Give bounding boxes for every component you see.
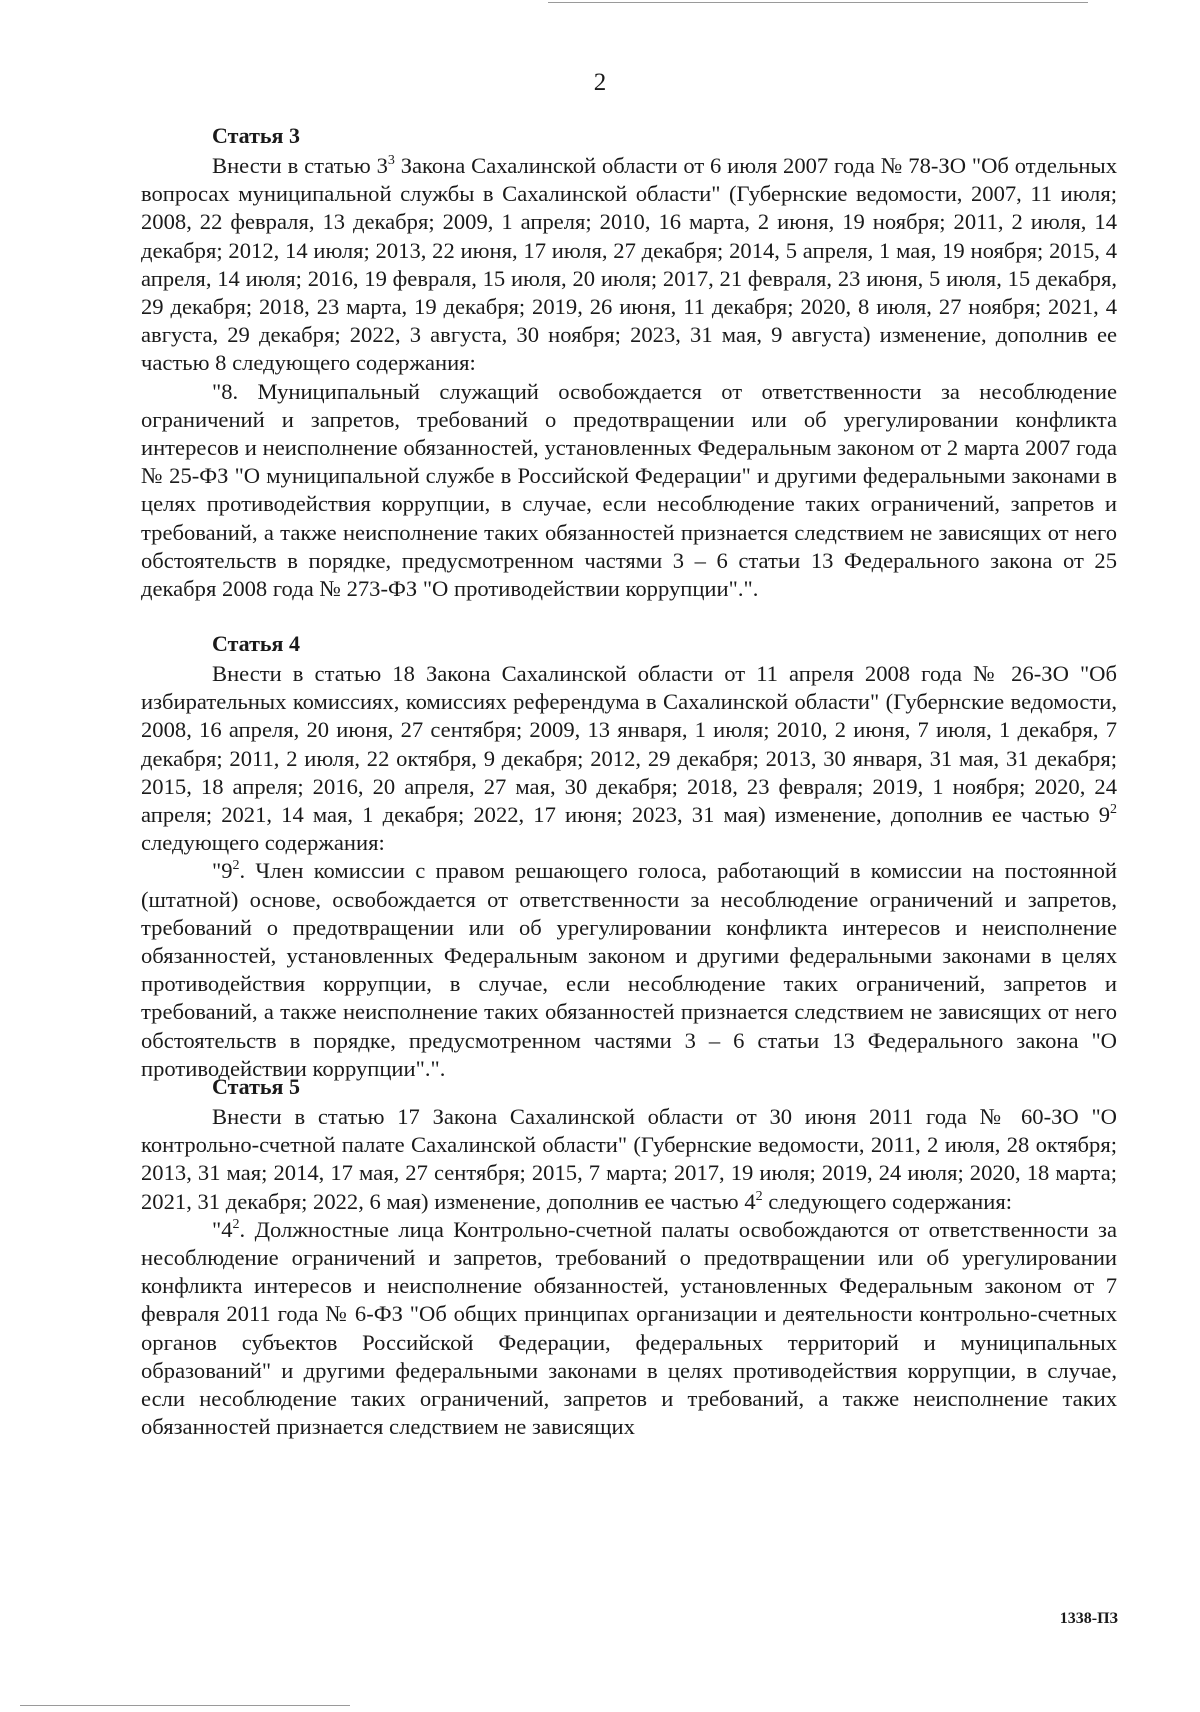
article-intro-text: Внести в статью 18 Закона Сахалинской области от 11 апреля 2008 года № 26-ЗО "Об избирательных комиссиях, комиссиях референдума в Сахалинской области" (Губернские ведомости, 2008, 16 апреля, 20 июня, 27 сентября; 2009, 13 января, 1 июля; 2010, 2 июня, 7 июля, 1 декабря, 7 декабря; 2011, 2 июля, 22 октября, 9 декабря; 2012, 29 декабря; 2013, 30 января, 31 мая, 31 декабря; 2015, 18 апреля; 2016, 20 апреля, 27 мая, 30 декабря; 2018, 23 февраля; 2019, 1 ноября; 2020, 24 апреля; 2021, 14 мая, 1 декабря; 2022, 17 июня; 2023, 31 мая) изменение, дополнив ее частью 9 <box>141 661 1117 828</box>
scan-artifact-bottom <box>20 1705 350 1706</box>
article-heading: Статья 4 <box>212 631 300 656</box>
article-heading: Статья 3 <box>212 123 300 148</box>
article-5 <box>141 1073 1117 1441</box>
article-intro-paragraph <box>141 660 1117 857</box>
article-body-paragraph <box>141 857 1117 1083</box>
article-body-text: "9 <box>212 858 233 884</box>
article-intro-text-cont: следующего содержания: <box>141 830 385 856</box>
article-body-paragraph <box>141 378 1117 604</box>
article-body-text: "8. Муниципальный служащий освобождается от ответственности за несоблюдение ограничений и запретов, требований о предотвращении или об урегулировании конфликта интересов и неисполнение обязанностей, установленных Федеральным законом от 2 марта 2007 года № 25-ФЗ "О муниципальной службе в Российской Федерации" и другими федеральными законами в целях противодействия коррупции, в случае, если несоблюдение таких ограничений, запретов и требований, а также неисполнение таких обязанностей признается следствием не зависящих от него обстоятельств в порядке, предусмотренном частями 3 – 6 статьи 13 Федерального закона от 25 декабря 2008 года № 273-ФЗ "О противодействии коррупции".". <box>141 378 1117 602</box>
superscript-index: 2 <box>1110 802 1117 818</box>
superscript-index: 2 <box>755 1188 763 1204</box>
scan-artifact-top <box>548 2 1088 3</box>
article-intro-text-cont: следующего содержания: <box>762 1188 1013 1214</box>
superscript-index: 2 <box>232 858 240 874</box>
article-3 <box>141 122 1117 603</box>
article-body-text: "4 <box>212 1216 233 1242</box>
superscript-index: 2 <box>232 1216 240 1232</box>
article-body-text-cont: . Должностные лица Контрольно-счетной палаты освобождаются от ответственности за несоблюдение ограничений и запретов, требований о предотвращении или об урегулировании конфликта интересов и неисполнение обязанностей, установленных Федеральным законом от 7 февраля 2011 года № 6-ФЗ "Об общих принципах организации и деятельности контрольно-счетных органов субъектов Российской Федерации, федеральных территорий и муниципальных образований" и другими федеральными законами в целях противодействия коррупции, в случае, если несоблюдение таких ограничений, запретов и требований, а также неисполнение таких обязанностей признается следствием не зависящих <box>141 1216 1117 1440</box>
article-body-text-cont: . Член комиссии с правом решающего голоса, работающий в комиссии на постоянной (штатной) основе, освобождается от ответственности за несоблюдение ограничений и запретов, требований о предотвращении или об урегулировании конфликта интересов и неисполнение обязанностей, установленных Федеральным законом и другими федеральными законами в целях противодействия коррупции, в случае, если несоблюдение таких ограничений, запретов и требований, а также неисполнение таких обязанностей признается следствием не зависящих от него обстоятельств в порядке, предусмотренном частями 3 – 6 статьи 13 Федерального закона "О противодействии коррупции".". <box>141 858 1117 1081</box>
article-body-paragraph <box>141 1216 1117 1442</box>
article-intro-paragraph <box>141 1103 1117 1216</box>
article-heading: Статья 5 <box>212 1074 300 1099</box>
article-intro-text: Внести в статью 17 Закона Сахалинской области от 30 июня 2011 года № 60-ЗО "О контрольно-счетной палате Сахалинской области" (Губернские ведомости, 2011, 2 июля, 28 октября; 2013, 31 мая; 2014, 17 мая, 27 сентября; 2015, 7 марта; 2017, 19 июля; 2019, 24 июля; 2020, 18 марта; 2021, 31 декабря; 2022, 6 мая) изменение, дополнив ее частью 4 <box>141 1104 1117 1214</box>
article-intro-paragraph <box>141 152 1117 378</box>
article-intro-text: Внести в статью 3 <box>212 153 388 178</box>
document-code: 1338-ПЗ <box>1059 1610 1118 1627</box>
article-intro-text-cont: Закона Сахалинской области от 6 июля 2007 года № 78-ЗО "Об отдельных вопросах муниципальной службы в Сахалинской области" (Губернские ведомости, 2007, 11 июля; 2008, 22 февраля, 13 декабря; 2009, 1 апреля; 2010, 16 марта, 2 июня, 19 ноября; 2011, 2 июля, 14 декабря; 2012, 14 июля; 2013, 22 июня, 17 июля, 27 декабря; 2014, 5 апреля, 1 мая, 19 ноября; 2015, 4 апреля, 14 июля; 2016, 19 февраля, 15 июля, 20 июля; 2017, 21 февраля, 23 июня, 5 июля, 15 декабря, 29 декабря; 2018, 23 марта, 19 декабря; 2019, 26 июня, 11 декабря; 2020, 8 июля, 27 ноября; 2021, 4 августа, 29 декабря; 2022, 3 августа, 30 ноября; 2023, 31 мая, 9 августа) изменение, дополнив ее частью 8 следующего содержания: <box>141 153 1117 376</box>
article-4 <box>141 630 1117 1083</box>
superscript-index: 3 <box>387 153 395 168</box>
page-number: 2 <box>593 69 607 96</box>
